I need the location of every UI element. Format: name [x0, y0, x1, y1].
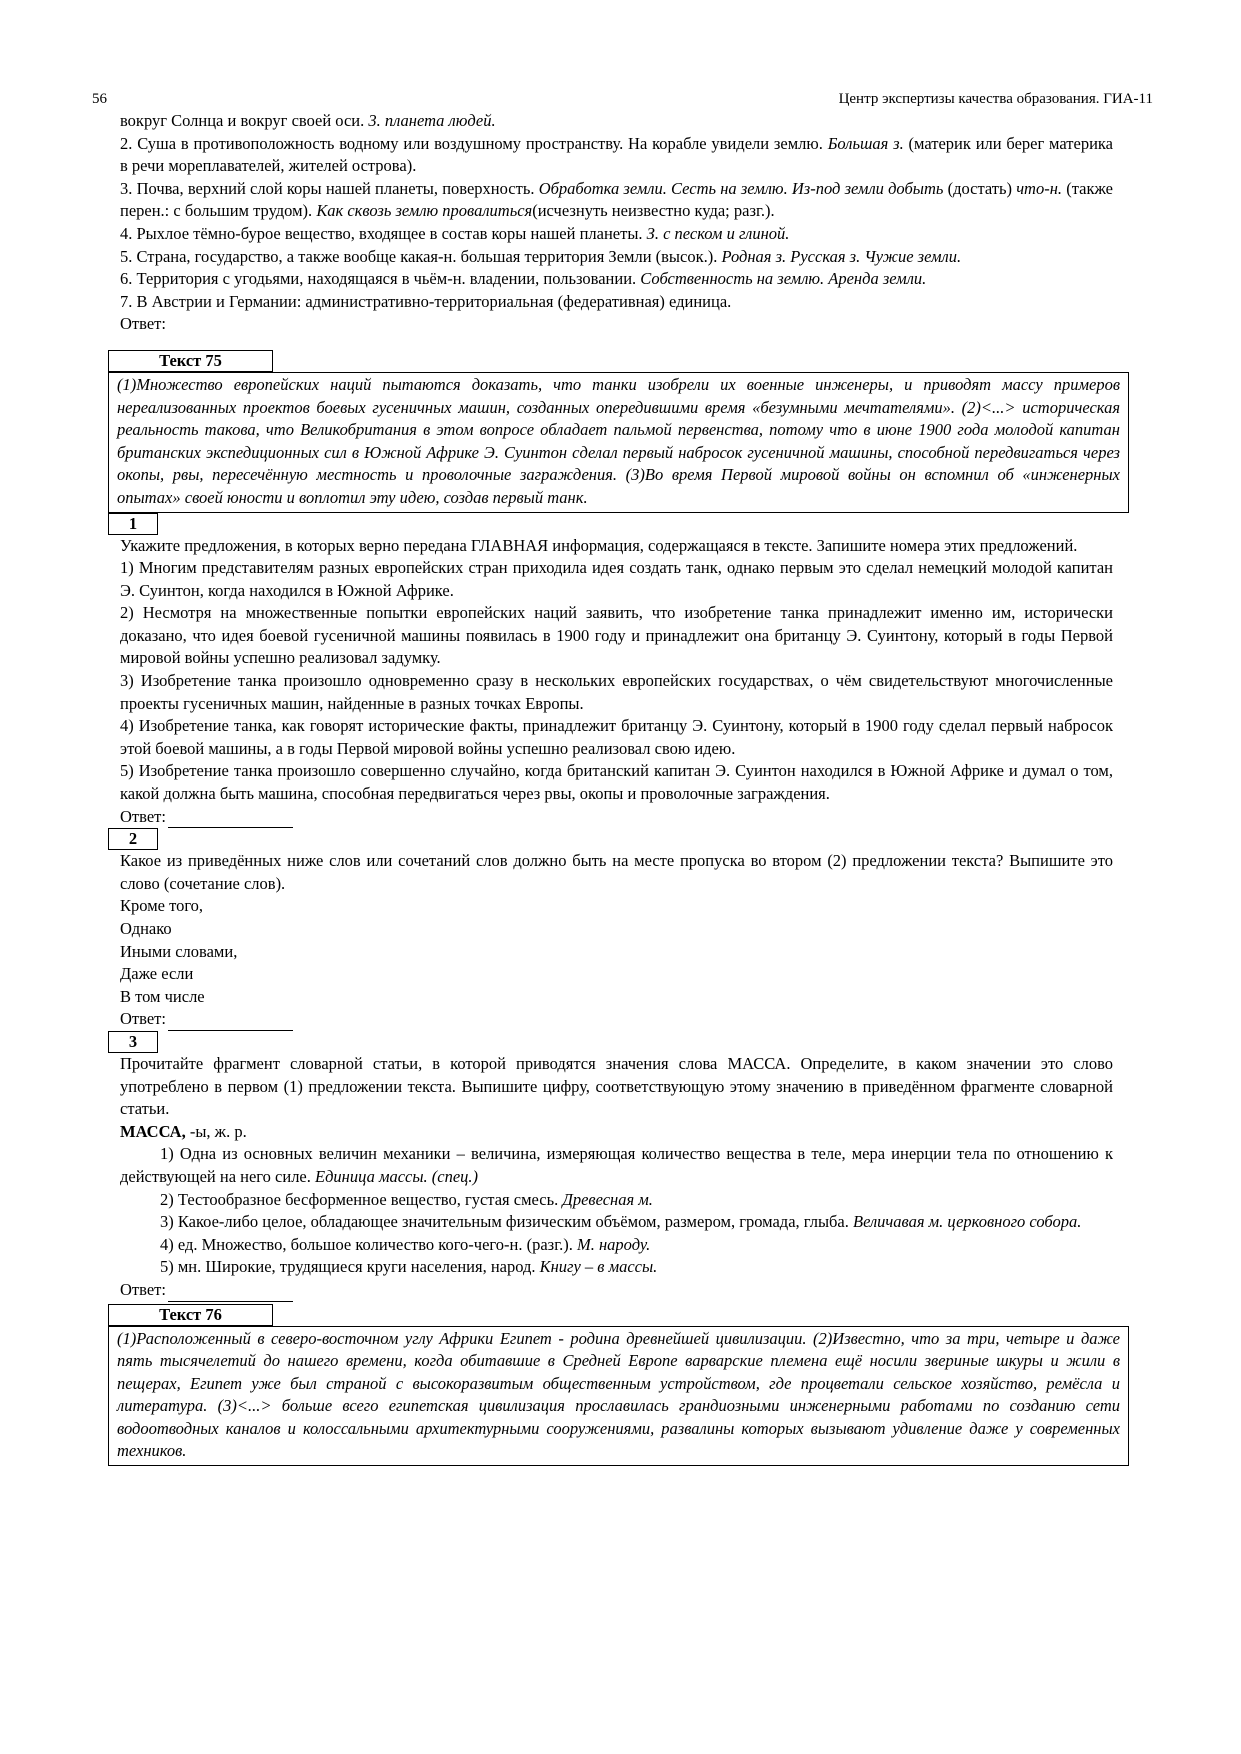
- task1-option: 1) Многим представителям разных европейских стран приходила идея создать танк, однако первым это сделал немецкий молодой капитан Э. Суинтон, когда находился в Южной Африке.: [120, 558, 1113, 600]
- dictionary-meaning: 2) Тестообразное бесформенное вещество, густая смесь. Древесная м.: [160, 1189, 653, 1209]
- text76-label: Текст 76: [108, 1304, 273, 1326]
- definition-line: 2. Суша в противоположность водному или воздушному пространству. На корабле увидели землю. Большая з. (материк или берег материка в речи мореплавателей, жителей острова).: [120, 133, 1113, 176]
- running-header: Центр экспертизы качества образования. ГИА-11: [838, 91, 1153, 107]
- definition-line: вокруг Солнца и вокруг своей оси. 3. планета людей.: [120, 111, 496, 130]
- dictionary-meaning: 3) Какое-либо целое, обладающее значительным физическим объёмом, размером, громада, глыба. Величавая м. церковного собора.: [160, 1212, 1082, 1232]
- text75-body: (1)Множество европейских наций пытаются доказать, что танки изобрели их военные инженеры, и приводят массу примеров нереализованных проектов боевых гусеничных машин, созданных опередившими время «безумными мечтателями». (2)<...> историческая реальность такова, что Великобритания в этом вопросе обладает пальмой первенства, потому что в июне 1900 года молодой капитан британских экспедиционных сил в Южной Африке Э. Суинтон сделал первый набросок гусеничной машины, способной передвигаться через окопы, рвы, пересечённую местность и проволочные заграждения. (3)Во время Первой мировой войны он вспомнил об «инженерных опытах» своей юности и воплотил эту идею, создав первый танк.: [108, 372, 1129, 513]
- answer-field[interactable]: [168, 811, 293, 828]
- intro-definitions: [120, 110, 1113, 336]
- definition-line: 4. Рыхлое тёмно-бурое вещество, входящее в состав коры нашей планеты. З. с песком и глиной.: [120, 223, 790, 243]
- task1-answer: Ответ:: [120, 806, 1113, 829]
- task2-number: 2: [108, 828, 158, 850]
- task2-answer: Ответ:: [120, 1008, 1113, 1031]
- task3-question: Прочитайте фрагмент словарной статьи, в которой приводятся значения слова МАССА. Определите, в каком значении это слово употреблено в первом (1) предложении текста. Выпишите цифру, соответствующую этому значению в приведённом фрагменте словарной статьи.: [120, 1053, 1113, 1119]
- definition-line: 6. Территория с угодьями, находящаяся в чьём-н. владении, пользовании. Собственность на землю. Аренда земли.: [120, 269, 927, 289]
- page-number: 56: [92, 91, 107, 107]
- task3-answer: Ответ:: [120, 1279, 1113, 1302]
- task2-option: В том числе: [120, 986, 205, 1006]
- answer-field[interactable]: [168, 1014, 293, 1031]
- task3-number: 3: [108, 1031, 158, 1053]
- definition-line: 5. Страна, государство, а также вообще какая-н. большая территория Земли (высок.). Родная з. Русская з. Чужие земли.: [120, 246, 962, 266]
- dictionary-meaning: 1) Одна из основных величин механики – величина, измеряющая количество вещества в теле, мера инерции тела по отношению к действующей на него силе. Единица массы. (спец.): [120, 1144, 1113, 1186]
- dictionary-meaning: 5) мн. Широкие, трудящиеся круги населения, народ. Книгу – в массы.: [160, 1257, 658, 1277]
- task1-question: Укажите предложения, в которых верно передана ГЛАВНАЯ информация, содержащаяся в тексте. Запишите номера этих предложений.: [120, 535, 1078, 555]
- definition-line: 7. В Австрии и Германии: административно-территориальная (федеративная) единица.: [120, 291, 732, 311]
- task2-question: Какое из приведённых ниже слов или сочетаний слов должно быть на месте пропуска во втором (2) предложении текста? Выпишите это слово (сочетание слов).: [120, 851, 1113, 893]
- task1-option: 4) Изобретение танка, как говорят исторические факты, принадлежит британцу Э. Суинтону, который в 1900 году сделал первый набросок этой боевой машины, а в годы Первой мировой войны успешно реализовал свою идею.: [120, 716, 1113, 758]
- task1-option: 5) Изобретение танка произошло совершенно случайно, когда британский капитан Э. Суинтон находился в Южной Африке и думал о том, какой должна быть машина, способная передвигаться через рвы, окопы и проволочные заграждения.: [120, 761, 1113, 804]
- task1-option: 3) Изобретение танка произошло одновременно сразу в нескольких европейских государствах, о чём свидетельствуют многочисленные проекты гусеничных машин, найденные в разных точках Европы.: [120, 671, 1113, 713]
- task2-option: Даже если: [120, 964, 194, 984]
- dictionary-entry-heading: МАССА, -ы, ж. р.: [120, 1121, 247, 1141]
- definition-line: 3. Почва, верхний слой коры нашей планеты, поверхность. Обработка земли. Сесть на землю. Из-под земли добыть (достать) что-н. (также перен.: с большим трудом). Как сквозь землю провалиться(исчезнуть неизвестно куда; разг.).: [120, 178, 1113, 221]
- task1-option: 2) Несмотря на множественные попытки европейских наций заявить, что изобретение танка принадлежит именно им, исторически доказано, что идея боевой гусеничной машины появилась в 1900 году и принадлежит она британцу Э. Суинтону, который в годы Первой мировой войны успешно реализовал задумку.: [120, 603, 1113, 668]
- intro-answer: Ответ:: [120, 314, 166, 334]
- page-content: [117, 110, 1120, 1466]
- dictionary-meaning: 4) ед. Множество, большое количество кого-чего-н. (разг.). М. народу.: [160, 1234, 651, 1254]
- task2-option: Иными словами,: [120, 941, 238, 961]
- task2-option: Однако: [120, 919, 172, 938]
- answer-field[interactable]: [168, 1285, 293, 1302]
- task1-number: 1: [108, 513, 158, 535]
- task2-option: Кроме того,: [120, 896, 204, 916]
- text75-label: Текст 75: [108, 350, 273, 372]
- text76-body: (1)Расположенный в северо-восточном углу Африки Египет - родина древнейшей цивилизации. (2)Известно, что за три, четыре и даже пять тысячелетий до нашего времени, когда обитавшие в Средней Европе варварские племена ещё носили звериные шкуры и жили в пещерах, Египет уже был страной с высокоразвитым общественным устройством, где процветали сельское хозяйство, ремёсла и литература. (3)<...> больше всего египетская цивилизация прославилась грандиозными инженерными работами по созданию сети водоотводных каналов и колоссальными архитектурными сооружениями, развалины которых вызывают удивление даже у современных техников.: [108, 1326, 1129, 1467]
